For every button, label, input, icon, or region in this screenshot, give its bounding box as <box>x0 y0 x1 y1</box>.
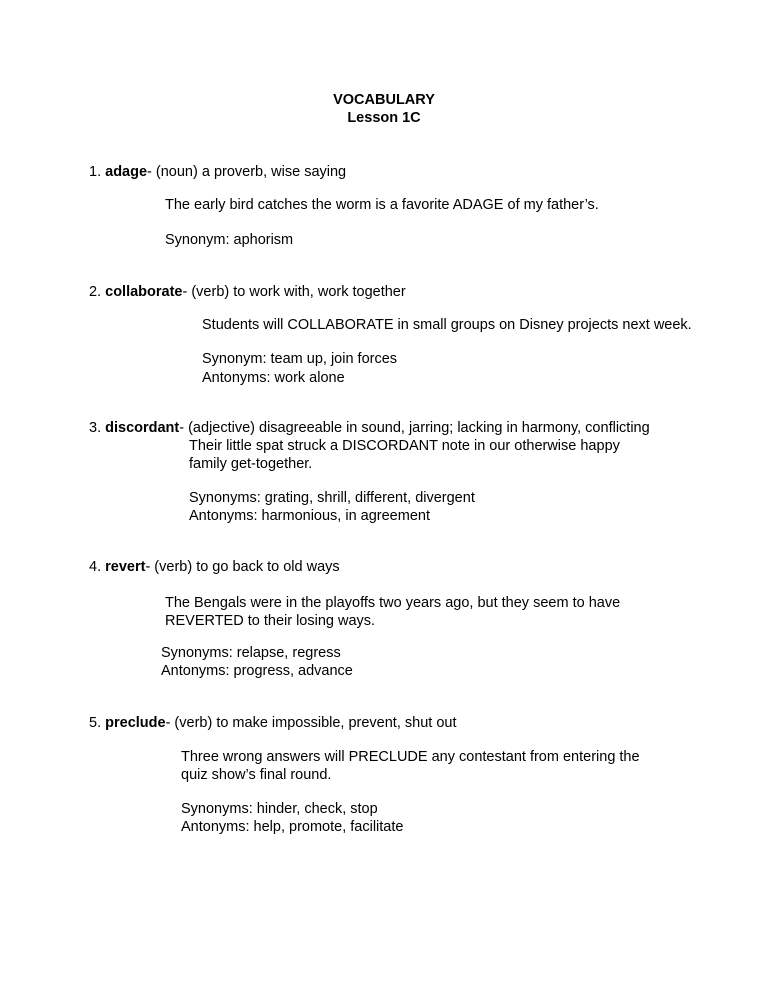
entry-5-headword-line <box>89 714 457 733</box>
entry-number: 1. <box>89 164 102 180</box>
entry-number: 4. <box>89 559 102 575</box>
page-subtitle: Lesson 1C <box>347 110 421 126</box>
entry-2-synonyms: Synonym: team up, join forces <box>202 351 398 367</box>
entry-4-example-line-2: REVERTED to their losing ways. <box>165 613 376 629</box>
entry-3-headword-line <box>89 419 650 438</box>
entry-2-antonyms: Antonyms: work alone <box>202 370 345 386</box>
entry-3-antonyms: Antonyms: harmonious, in agreement <box>189 508 430 524</box>
entry-4-example-line-1: The Bengals were in the playoffs two years ago, but they seem to have <box>165 595 621 611</box>
entry-word: revert <box>105 559 146 575</box>
entry-4-antonyms: Antonyms: progress, advance <box>161 663 353 679</box>
entry-word: discordant <box>105 420 180 436</box>
entry-definition: - (verb) to make impossible, prevent, shut out <box>165 715 457 731</box>
entry-4-headword-line <box>89 558 340 577</box>
entry-2-example: Students will COLLABORATE in small groups on Disney projects next week. <box>202 317 692 333</box>
entry-1-example: The early bird catches the worm is a favorite ADAGE of my father’s. <box>165 197 599 213</box>
entry-definition: - (adjective) disagreeable in sound, jarring; lacking in harmony, conflicting <box>179 420 650 436</box>
entry-5-example-line-1: Three wrong answers will PRECLUDE any contestant from entering the <box>181 749 640 765</box>
entry-number: 3. <box>89 420 102 436</box>
entry-number: 5. <box>89 715 102 731</box>
entry-5-antonyms: Antonyms: help, promote, facilitate <box>181 819 404 835</box>
entry-word: collaborate <box>105 284 183 300</box>
entry-2-headword-line <box>89 283 406 302</box>
entry-definition: - (verb) to go back to old ways <box>145 559 340 575</box>
entry-1-headword-line <box>89 163 346 182</box>
entry-5-example-line-2: quiz show’s final round. <box>181 767 332 783</box>
entry-3-example-line-1: Their little spat struck a DISCORDANT note in our otherwise happy <box>189 438 620 454</box>
page-title: VOCABULARY <box>333 92 435 108</box>
entry-word: preclude <box>105 715 166 731</box>
entry-3-synonyms: Synonyms: grating, shrill, different, divergent <box>189 490 475 506</box>
entry-definition: - (verb) to work with, work together <box>182 284 406 300</box>
entry-definition: - (noun) a proverb, wise saying <box>147 164 347 180</box>
entry-5-synonyms: Synonyms: hinder, check, stop <box>181 801 378 817</box>
entry-3-example-line-2: family get-together. <box>189 456 313 472</box>
entry-number: 2. <box>89 284 102 300</box>
entry-4-synonyms: Synonyms: relapse, regress <box>161 645 341 661</box>
entry-1-synonyms: Synonym: aphorism <box>165 232 294 248</box>
entry-word: adage <box>105 164 148 180</box>
